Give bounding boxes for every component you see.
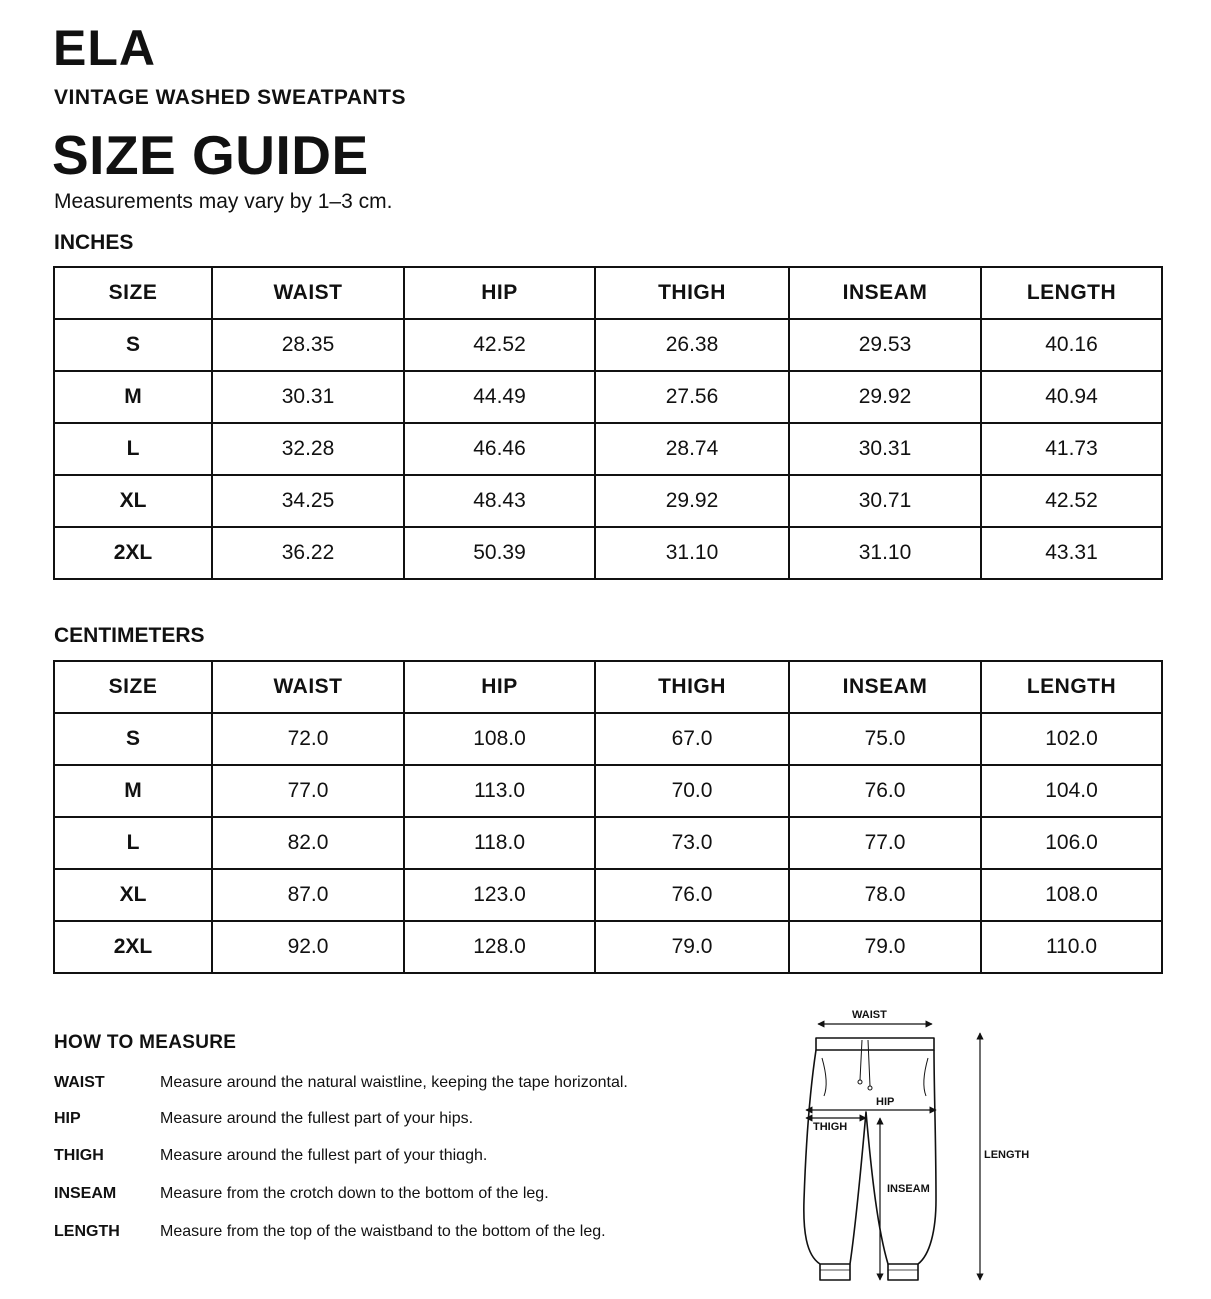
inseam-cell: 31.10 — [789, 527, 981, 579]
table-row — [54, 921, 1162, 973]
hip-cell: 44.49 — [404, 371, 595, 423]
centimeters-size-table — [53, 660, 1163, 974]
hip-cell: 113.0 — [404, 765, 595, 817]
inches-section-label: INCHES — [54, 231, 134, 254]
column-header-length: LENGTH — [981, 661, 1162, 713]
inseam-cell: 77.0 — [789, 817, 981, 869]
inseam-cell: 29.92 — [789, 371, 981, 423]
hip-cell: 48.43 — [404, 475, 595, 527]
thigh-cell: 70.0 — [595, 765, 789, 817]
length-cell: 43.31 — [981, 527, 1162, 579]
measure-description: Measure around the natural waistline, keeping the tape horizontal. — [160, 1074, 628, 1091]
size-cell: L — [54, 423, 212, 475]
length-cell: 40.94 — [981, 371, 1162, 423]
thigh-cell: 31.10 — [595, 527, 789, 579]
measure-description: Measure from the top of the waistband to the bottom of the leg. — [160, 1223, 606, 1240]
size-cell: S — [54, 319, 212, 371]
thigh-cell: 29.92 — [595, 475, 789, 527]
size-cell: 2XL — [54, 527, 212, 579]
waist-cell: 82.0 — [212, 817, 404, 869]
measure-description: Measure from the crotch down to the bottom of the leg. — [160, 1185, 549, 1202]
thigh-cell: 79.0 — [595, 921, 789, 973]
table-row — [54, 319, 1162, 371]
inseam-cell: 79.0 — [789, 921, 981, 973]
product-name: VINTAGE WASHED SWEATPANTS — [54, 86, 407, 109]
measure-term: THIGH — [54, 1147, 104, 1164]
sweatpants-measurement-diagram — [790, 1000, 1050, 1290]
diagram-label-length: LENGTH — [984, 1149, 1030, 1161]
size-cell: XL — [54, 869, 212, 921]
length-cell: 40.16 — [981, 319, 1162, 371]
waist-cell: 34.25 — [212, 475, 404, 527]
column-header-size: SIZE — [54, 661, 212, 713]
diagram-label-inseam: INSEAM — [887, 1183, 930, 1195]
table-header-row — [54, 661, 1162, 713]
inseam-cell: 29.53 — [789, 319, 981, 371]
thigh-cell: 73.0 — [595, 817, 789, 869]
waist-cell: 87.0 — [212, 869, 404, 921]
hip-cell: 108.0 — [404, 713, 595, 765]
how-to-measure-heading: HOW TO MEASURE — [54, 1032, 237, 1053]
column-header-thigh: THIGH — [595, 661, 789, 713]
waist-cell: 36.22 — [212, 527, 404, 579]
inseam-cell: 75.0 — [789, 713, 981, 765]
size-cell: 2XL — [54, 921, 212, 973]
column-header-inseam: INSEAM — [789, 267, 981, 319]
diagram-label-hip: HIP — [876, 1096, 895, 1108]
table-row — [54, 371, 1162, 423]
inseam-cell: 30.31 — [789, 423, 981, 475]
measure-term: HIP — [54, 1110, 81, 1127]
measure-term: INSEAM — [54, 1185, 117, 1202]
column-header-inseam: INSEAM — [789, 661, 981, 713]
table-row — [54, 817, 1162, 869]
table-row — [54, 475, 1162, 527]
size-cell: M — [54, 371, 212, 423]
hip-cell: 123.0 — [404, 869, 595, 921]
table-row — [54, 765, 1162, 817]
waist-cell: 77.0 — [212, 765, 404, 817]
waist-cell: 30.31 — [212, 371, 404, 423]
table-row — [54, 869, 1162, 921]
column-header-size: SIZE — [54, 267, 212, 319]
measure-term: WAIST — [54, 1074, 105, 1091]
diagram-label-waist: WAIST — [852, 1009, 887, 1021]
thigh-cell: 76.0 — [595, 869, 789, 921]
length-cell: 41.73 — [981, 423, 1162, 475]
length-cell: 102.0 — [981, 713, 1162, 765]
hip-cell: 46.46 — [404, 423, 595, 475]
inches-size-table — [53, 266, 1163, 580]
size-cell: S — [54, 713, 212, 765]
size-cell: M — [54, 765, 212, 817]
length-cell: 104.0 — [981, 765, 1162, 817]
column-header-waist: WAIST — [212, 661, 404, 713]
waist-cell: 72.0 — [212, 713, 404, 765]
size-cell: XL — [54, 475, 212, 527]
thigh-cell: 67.0 — [595, 713, 789, 765]
length-cell: 110.0 — [981, 921, 1162, 973]
waist-cell: 28.35 — [212, 319, 404, 371]
measure-description: Measure around the fullest part of your hips. — [160, 1110, 474, 1127]
table-row — [54, 527, 1162, 579]
sweatpants-outline — [804, 1038, 936, 1280]
centimeters-section-label: CENTIMETERS — [54, 624, 205, 647]
hip-cell: 118.0 — [404, 817, 595, 869]
inseam-cell: 76.0 — [789, 765, 981, 817]
thigh-cell: 28.74 — [595, 423, 789, 475]
hip-cell: 42.52 — [404, 319, 595, 371]
inseam-cell: 30.71 — [789, 475, 981, 527]
table-header-row — [54, 267, 1162, 319]
hip-cell: 50.39 — [404, 527, 595, 579]
length-cell: 108.0 — [981, 869, 1162, 921]
column-header-waist: WAIST — [212, 267, 404, 319]
measure-term: LENGTH — [54, 1223, 120, 1240]
waist-cell: 92.0 — [212, 921, 404, 973]
size-cell: L — [54, 817, 212, 869]
thigh-cell: 27.56 — [595, 371, 789, 423]
page-title: SIZE GUIDE — [52, 124, 369, 186]
table-row — [54, 423, 1162, 475]
brand-name: ELA — [53, 20, 156, 76]
measurement-note: Measurements may vary by 1–3 cm. — [54, 190, 393, 213]
hip-cell: 128.0 — [404, 921, 595, 973]
thigh-cell: 26.38 — [595, 319, 789, 371]
column-header-hip: HIP — [404, 661, 595, 713]
inseam-cell: 78.0 — [789, 869, 981, 921]
diagram-label-thigh: THIGH — [813, 1121, 848, 1133]
length-cell: 42.52 — [981, 475, 1162, 527]
column-header-length: LENGTH — [981, 267, 1162, 319]
column-header-hip: HIP — [404, 267, 595, 319]
column-header-thigh: THIGH — [595, 267, 789, 319]
measure-description: Measure around the fullest part of your thiɑgh. — [160, 1147, 488, 1164]
table-row — [54, 713, 1162, 765]
waist-cell: 32.28 — [212, 423, 404, 475]
length-cell: 106.0 — [981, 817, 1162, 869]
